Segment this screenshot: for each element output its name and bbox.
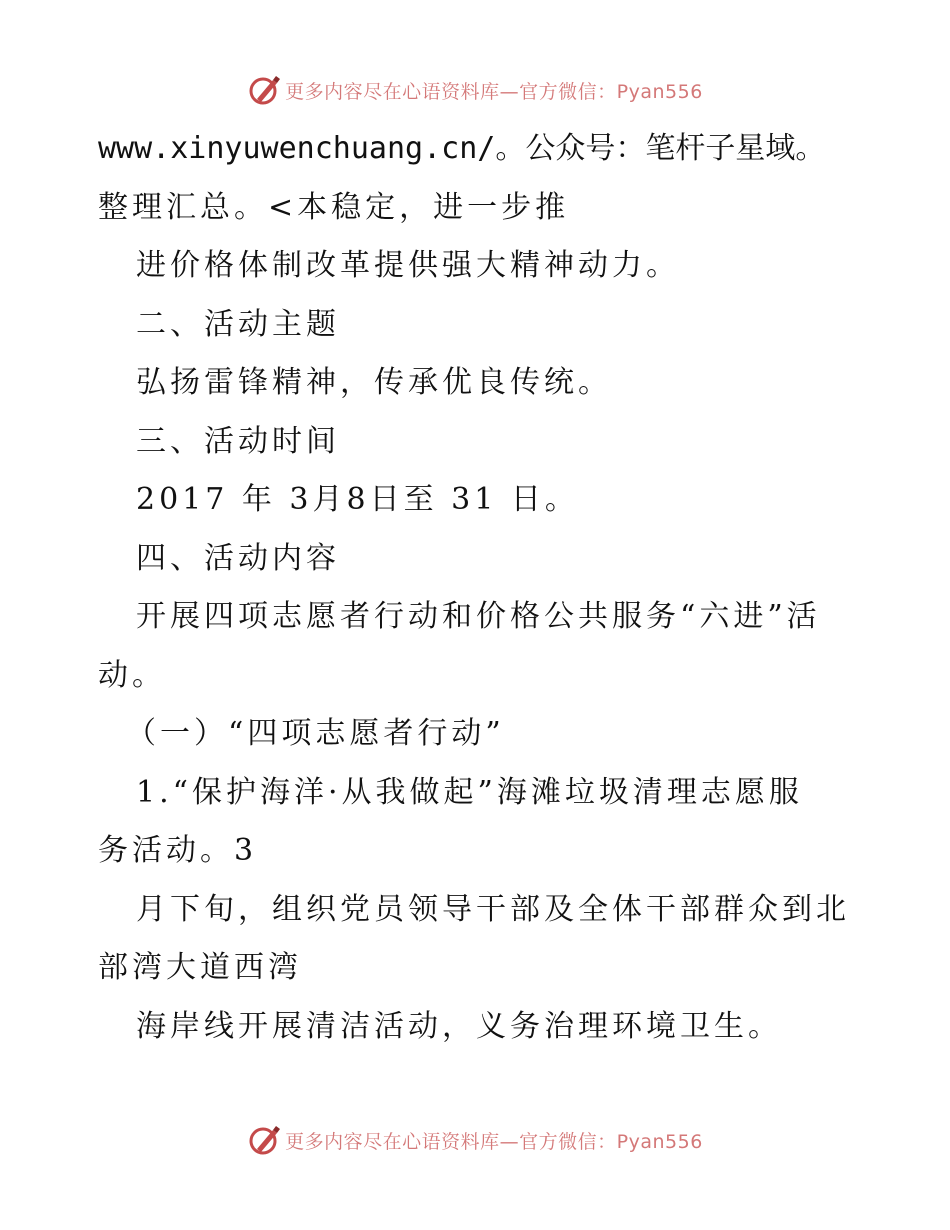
paragraph-line: 部湾大道西湾 [98,950,302,985]
paragraph-line: 1.“保护海洋·从我做起”海滩垃圾清理志愿服 [136,774,803,810]
pen-circle-logo-icon [247,72,283,108]
footer-watermark-banner [0,1120,950,1160]
document-body [98,120,858,1056]
paragraph-line: 月下旬，组织党员领导干部及全体干部群众到北 [136,891,850,927]
header-watermark-text: 更多内容尽在心语资料库—官方微信：Pyan556 [285,80,703,103]
section-heading: 四、活动内容 [136,540,340,576]
pen-circle-logo-icon [247,1122,283,1158]
paragraph-line: 整理汇总。<本稳定，进一步推 [98,189,570,225]
paragraph-line: www.xinyuwenchuang.cn/。公众号：笔杆子星域。 [98,131,826,166]
paragraph-line: 2017 年 3月8日至 31 日。 [136,482,579,517]
section-heading: 二、活动主题 [136,306,340,342]
header-watermark-banner [0,70,950,110]
paragraph-line: 海岸线开展清洁活动，义务治理环境卫生。 [136,1008,782,1044]
paragraph-line: 进价格体制改革提供强大精神动力。 [136,248,680,283]
paragraph-line: 开展四项志愿者行动和价格公共服务“六进”活 [136,599,821,634]
paragraph-line: 弘扬雷锋精神，传承优良传统。 [136,365,612,400]
paragraph-line: 务活动。3 [98,833,258,868]
section-heading: 三、活动时间 [136,423,340,459]
paragraph-line: 动。 [98,657,166,693]
subsection-heading: （一）“四项志愿者行动” [126,716,505,751]
footer-watermark-text: 更多内容尽在心语资料库—官方微信：Pyan556 [285,1130,703,1153]
